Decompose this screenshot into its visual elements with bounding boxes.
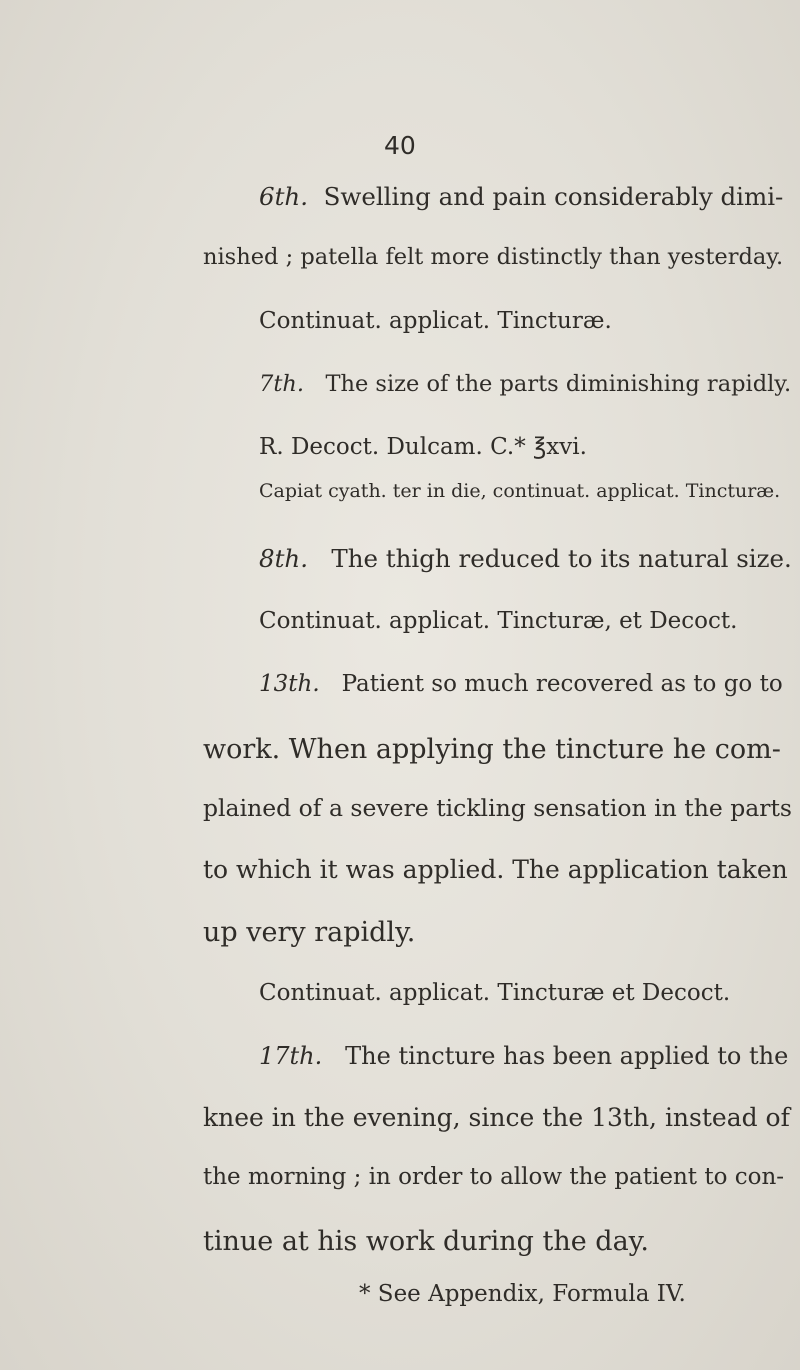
entry-7th-text: The size of the parts diminishing rapidly. bbox=[325, 371, 792, 397]
entry-13th-text: Patient so much recovered as to go to bbox=[341, 671, 783, 697]
footnote: * See Appendix, Formula IV. bbox=[359, 1281, 686, 1307]
page-number: 40 bbox=[384, 131, 416, 160]
entry-17th-line-2: knee in the evening, since the 13th, instead of bbox=[203, 1103, 790, 1132]
entry-13th-line-5: up very rapidly. bbox=[203, 917, 416, 948]
entry-6th-day: 6th. bbox=[259, 182, 308, 211]
entry-13th-line-4: to which it was applied. The application taken bbox=[203, 855, 788, 884]
entry-8th-prescription: Continuat. applicat. Tincturæ, et Decoct. bbox=[259, 608, 738, 634]
entry-7th-line-1 bbox=[259, 373, 791, 396]
entry-8th-day: 8th. bbox=[259, 544, 308, 573]
entry-17th-text: The tincture has been applied to the bbox=[345, 1042, 789, 1070]
entry-8th-line-1 bbox=[259, 544, 792, 573]
entry-13th-prescription: Continuat. applicat. Tincturæ et Decoct. bbox=[259, 980, 731, 1006]
entry-17th-day: 17th. bbox=[259, 1042, 323, 1070]
entry-6th-prescription: Continuat. applicat. Tincturæ. bbox=[259, 308, 612, 334]
entry-7th-recipe: R. Decoct. Dulcam. C.* ℥xvi. bbox=[259, 434, 587, 460]
entry-6th-line-2: nished ; patella felt more distinctly than yesterday. bbox=[203, 244, 784, 270]
entry-17th-line-3: the morning ; in order to allow the patient to con- bbox=[203, 1164, 785, 1190]
entry-17th-line-1 bbox=[259, 1042, 789, 1070]
entry-6th-line-1 bbox=[259, 182, 784, 211]
entry-8th-text: The thigh reduced to its natural size. bbox=[331, 544, 792, 573]
entry-17th-line-4: tinue at his work during the day. bbox=[203, 1226, 649, 1257]
entry-13th-line-3: plained of a severe tickling sensation in the parts bbox=[203, 794, 792, 822]
entry-13th-line-1 bbox=[259, 671, 783, 697]
entry-13th-day: 13th. bbox=[259, 671, 320, 697]
entry-7th-day: 7th. bbox=[259, 371, 304, 397]
entry-13th-line-2: work. When applying the tincture he com- bbox=[203, 734, 781, 765]
entry-7th-prescription: Capiat cyath. ter in die, continuat. applicat. Tincturæ. bbox=[259, 480, 781, 502]
entry-6th-text: Swelling and pain considerably dimi- bbox=[323, 182, 784, 211]
